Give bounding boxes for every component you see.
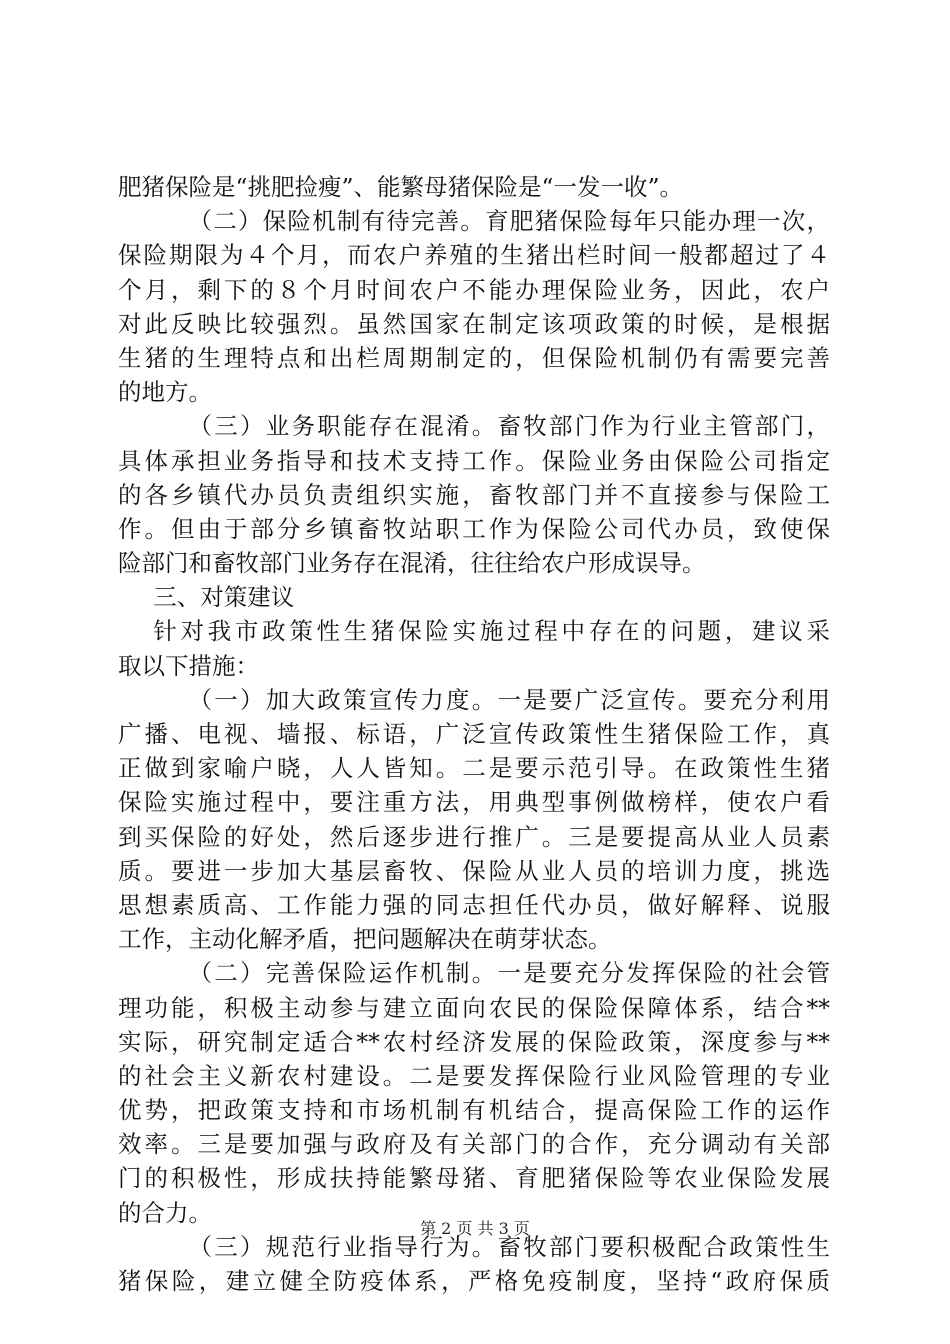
text-line: （三）规范行业指导行为。畜牧部门要积极配合政策性生 bbox=[188, 1232, 830, 1261]
text-line: 作。但由于部分乡镇畜牧站职工作为保险公司代办员，致使保 bbox=[118, 514, 830, 543]
text-line: 优势，把政策支持和市场机制有机结合，提高保险工作的运作 bbox=[118, 1096, 830, 1125]
text-line: 取以下措施： bbox=[118, 651, 259, 680]
page-footer: 第 2 页 共 3 页 bbox=[420, 1219, 530, 1238]
text-line: 个月，剩下的８个月时间农户不能办理保险业务，因此，农户 bbox=[118, 275, 830, 304]
text-line: 广播、电视、墙报、标语，广泛宣传政策性生猪保险工作，真 bbox=[118, 720, 830, 748]
text-line: 的地方。 bbox=[118, 378, 212, 407]
text-line: 效率。三是要加强与政府及有关部门的合作，充分调动有关部 bbox=[118, 1130, 830, 1159]
text-line: 质。要进一步加大基层畜牧、保险从业人员的培训力度，挑选 bbox=[118, 856, 830, 885]
text-line: 肥猪保险是“挑肥捡瘦”、能繁母猪保险是“一发一收”。 bbox=[118, 173, 684, 201]
text-line: 对此反映比较强烈。虽然国家在制定该项政策的时候，是根据 bbox=[118, 309, 830, 338]
document-body bbox=[118, 170, 830, 1298]
text-line: 生猪的生理特点和出栏周期制定的，但保险机制仍有需要完善 bbox=[118, 343, 830, 372]
text-line: 思想素质高、工作能力强的同志担任代办员，做好解释、说服 bbox=[118, 890, 830, 919]
text-line: 针对我市政策性生猪保险实施过程中存在的问题，建议采 bbox=[153, 617, 830, 646]
text-line: 的合力。 bbox=[118, 1198, 212, 1227]
text-line: （二）保险机制有待完善。育肥猪保险每年只能办理一次， bbox=[188, 207, 830, 236]
text-line: 理功能，积极主动参与建立面向农民的保险保障体系，结合** bbox=[118, 993, 830, 1022]
text-line: 门的积极性，形成扶持能繁母猪、育肥猪保险等农业保险发展 bbox=[118, 1164, 830, 1193]
text-line: 保险期限为４个月，而农户养殖的生猪出栏时间一般都超过了４ bbox=[118, 241, 830, 270]
text-line: （二）完善保险运作机制。一是要充分发挥保险的社会管 bbox=[188, 959, 830, 988]
text-line: 保险实施过程中，要注重方法，用典型事例做榜样，使农户看 bbox=[118, 788, 830, 817]
text-line: 具体承担业务指导和技术支持工作。保险业务由保险公司指定 bbox=[118, 446, 830, 475]
text-line: 三、对策建议 bbox=[153, 583, 295, 612]
text-line: 险部门和畜牧部门业务存在混淆，往往给农户形成误导。 bbox=[118, 549, 706, 578]
text-line: 正做到家喻户晓，人人皆知。二是要示范引导。在政策性生猪 bbox=[118, 754, 830, 783]
text-line: （一）加大政策宣传力度。一是要广泛宣传。要充分利用 bbox=[188, 685, 830, 714]
text-line: 工作，主动化解矛盾，把问题解决在萌芽状态。 bbox=[118, 925, 612, 954]
text-line: （三）业务职能存在混淆。畜牧部门作为行业主管部门， bbox=[188, 412, 830, 441]
text-line: 的各乡镇代办员负责组织实施，畜牧部门并不直接参与保险工 bbox=[118, 480, 830, 509]
text-line: 猪保险，建立健全防疫体系，严格免疫制度，坚持“政府保质 bbox=[118, 1267, 830, 1295]
text-line: 到买保险的好处，然后逐步进行推广。三是要提高从业人员素 bbox=[118, 822, 830, 851]
text-line: 的社会主义新农村建设。二是要发挥保险行业风险管理的专业 bbox=[118, 1061, 830, 1090]
text-line: 实际，研究制定适合**农村经济发展的保险政策，深度参与** bbox=[118, 1027, 830, 1056]
